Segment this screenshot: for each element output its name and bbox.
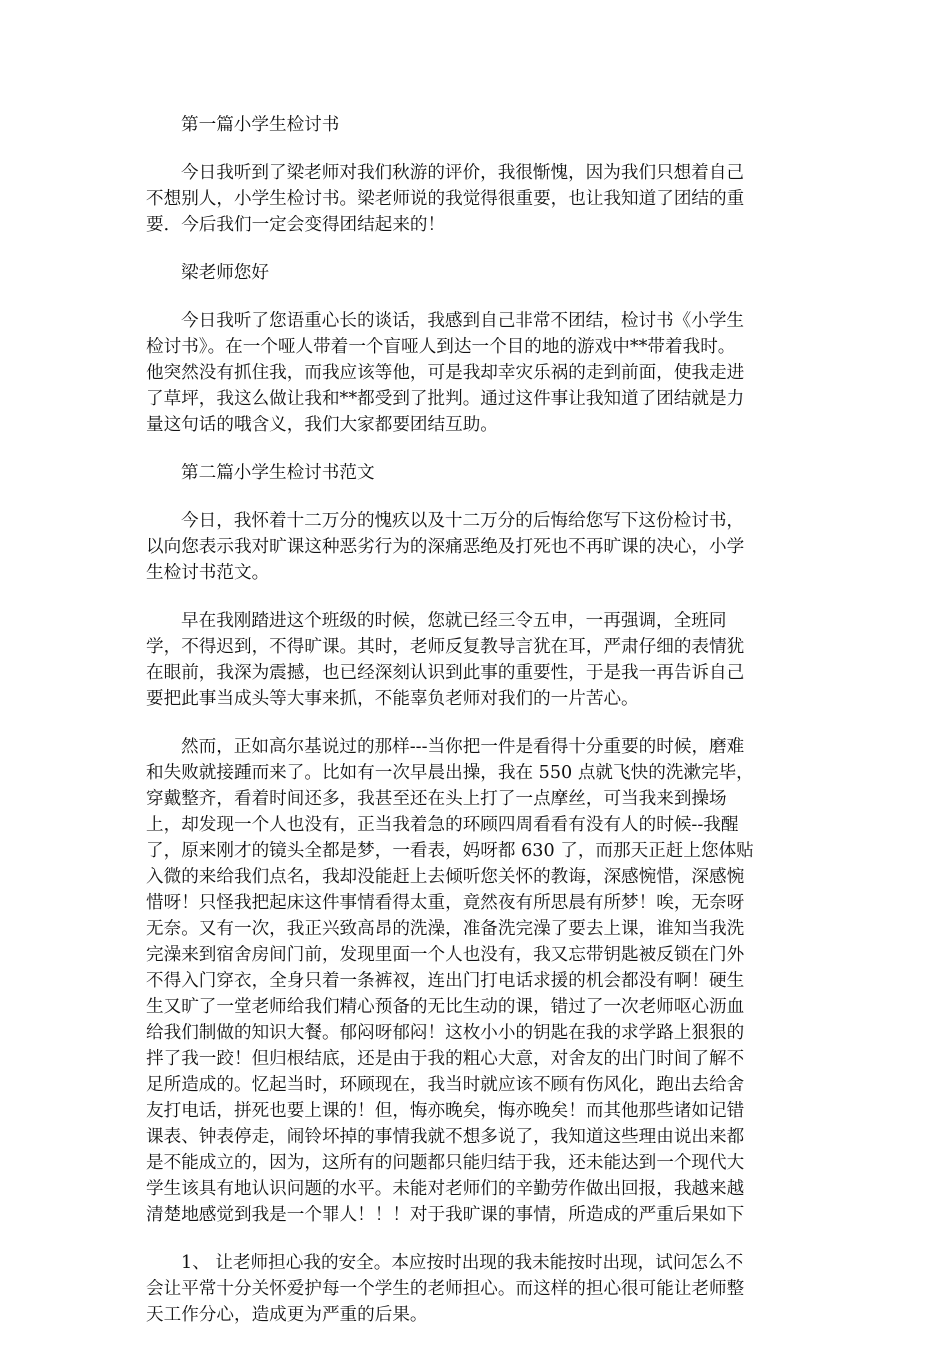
text-line: 在眼前，我深为震撼，也已经深刻认识到此事的重要性，于是我一再告诉自己: [146, 663, 745, 683]
text-line: 上，却发现一个人也没有，正当我着急的环顾四周看看有没有人的时候--我醒: [146, 815, 739, 835]
section-heading-2: 第二篇小学生检讨书范文: [181, 463, 375, 483]
paragraph-3: [146, 508, 798, 586]
text-line: 以向您表示我对旷课这种恶劣行为的深痛恶绝及打死也不再旷课的决心，小学: [146, 537, 745, 557]
text-line: 检讨书》。在一个哑人带着一个盲哑人到达一个目的地的游戏中**带着我时。: [146, 337, 736, 357]
text-line: 要把此事当成头等大事来抓，不能辜负老师对我们的一片苦心。: [146, 689, 639, 709]
text-line: 今日我听了您语重心长的谈话，我感到自己非常不团结，检讨书《小学生: [181, 311, 745, 331]
text-line: 足所造成的。忆起当时，环顾现在，我当时就应该不顾有伤风化，跑出去给舍: [146, 1075, 745, 1095]
paragraph-2: [146, 308, 798, 438]
text-line: 不想别人，小学生检讨书。梁老师说的我觉得很重要，也让我知道了团结的重: [146, 189, 745, 209]
text-line: 课表、钟表停走，闹铃坏掉的事情我就不想多说了，我知道这些理由说出来都: [146, 1127, 745, 1147]
text-line: 生检讨书范文。: [146, 563, 270, 583]
document-page: [146, 112, 798, 1350]
text-line: 入微的来给我们点名，我却没能赶上去倾听您关怀的教诲，深感惋惜，深感惋: [146, 867, 745, 887]
paragraph-5: [146, 734, 798, 1228]
text-line: 了草坪，我这么做让我和**都受到了批判。通过这件事让我知道了团结就是力: [146, 389, 745, 409]
text-line: 然而，正如高尔基说过的那样---当你把一件是看得十分重要的时候，磨难: [181, 737, 745, 757]
text-line: 无奈。又有一次，我正兴致高昂的洗澡，准备洗完澡了要去上课，谁知当我洗: [146, 919, 745, 939]
text-line: 今日，我怀着十二万分的愧疚以及十二万分的后悔给您写下这份检讨书，: [181, 511, 745, 531]
salutation-heading: 梁老师您好: [181, 263, 269, 283]
text-line: 惜呀！只怪我把起床这件事情看得太重，竟然夜有所思晨有所梦！唉，无奈呀: [146, 893, 745, 913]
text-line: 量这句话的哦含义，我们大家都要团结互助。: [146, 415, 498, 435]
text-line: 拌了我一跤！但归根结底，还是由于我的粗心大意，对舍友的出门时间了解不: [146, 1049, 745, 1069]
text-line: 友打电话，拼死也要上课的！但，悔亦晚矣，悔亦晚矣！而其他那些诸如记错: [146, 1101, 745, 1121]
text-line: 是不能成立的，因为，这所有的问题都只能归结于我，还未能达到一个现代大: [146, 1153, 745, 1173]
text-line: 天工作分心，造成更为严重的后果。: [146, 1305, 428, 1325]
section-heading-1: 第一篇小学生检讨书: [181, 115, 340, 135]
text-line: 了，原来刚才的镜头全都是梦，一看表，妈呀都 630 了，而那天正赶上您体贴: [146, 841, 754, 861]
paragraph-4: [146, 608, 798, 712]
text-line: 和失败就接踵而来了。比如有一次早晨出操，我在 550 点就飞快的洗漱完毕，: [146, 763, 754, 783]
paragraph-1: [146, 160, 798, 238]
text-line: 学生该具有地认识问题的水平。未能对老师们的辛勤劳作做出回报，我越来越: [146, 1179, 745, 1199]
text-line: 会让平常十分关怀爱护每一个学生的老师担心。而这样的担心很可能让老师整: [146, 1279, 745, 1299]
text-line: 他突然没有抓住我，而我应该等他，可是我却幸灾乐祸的走到前面，使我走进: [146, 363, 745, 383]
text-line: 学，不得迟到，不得旷课。其时，老师反复教导言犹在耳，严肃仔细的表情犹: [146, 637, 745, 657]
text-line: 要．今后我们一定会变得团结起来的！: [146, 215, 446, 235]
text-line: 不得入门穿衣，全身只着一条裤衩，连出门打电话求援的机会都没有啊！硬生: [146, 971, 745, 991]
text-line: 早在我刚踏进这个班级的时候，您就已经三令五申，一再强调，全班同: [181, 611, 727, 631]
text-line: 生又旷了一堂老师给我们精心预备的无比生动的课，错过了一次老师呕心沥血: [146, 997, 745, 1017]
list-item-1: [146, 1250, 798, 1328]
text-line: 清楚地感觉到我是一个罪人！！！对于我旷课的事情，所造成的严重后果如下: [146, 1205, 745, 1225]
text-line: 1、 让老师担心我的安全。本应按时出现的我未能按时出现，试问怎么不: [181, 1253, 744, 1273]
text-line: 给我们制做的知识大餐。郁闷呀郁闷！这枚小小的钥匙在我的求学路上狠狠的: [146, 1023, 745, 1043]
text-line: 完澡来到宿舍房间门前，发现里面一个人也没有，我又忘带钥匙被反锁在门外: [146, 945, 745, 965]
text-line: 穿戴整齐，看着时间还多，我甚至还在头上打了一点摩丝，可当我来到操场: [146, 789, 727, 809]
text-line: 今日我听到了梁老师对我们秋游的评价，我很惭愧，因为我们只想着自己: [181, 163, 745, 183]
